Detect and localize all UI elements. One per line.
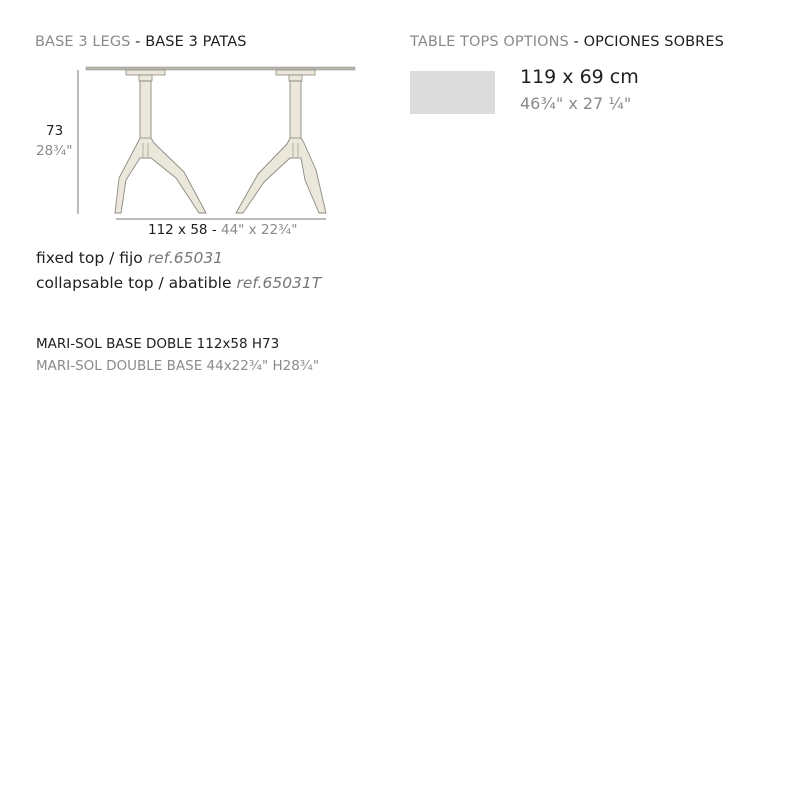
option-label: fixed top / fijo: [36, 249, 143, 267]
product-name-en: MARI-SOL DOUBLE BASE 44x22¾" H28¾": [36, 358, 320, 374]
tops-title-en: TABLE TOPS OPTIONS: [410, 34, 569, 50]
table-top-edge: [86, 67, 355, 70]
top-size-cm: 119 x 69 cm: [520, 66, 639, 88]
height-in-label: 28¾": [36, 143, 73, 159]
base-title-sep: -: [130, 34, 146, 50]
top-size-in: 46¾" x 27 ¼": [520, 94, 632, 113]
tops-section-title: [410, 34, 724, 50]
table-top-swatch: [410, 71, 495, 114]
product-name-es: MARI-SOL BASE DOBLE 112x58 H73: [36, 336, 280, 352]
tops-title-sep: -: [568, 34, 584, 50]
dimensions-in: 44" x 22¾": [221, 222, 298, 238]
height-cm-label: 73: [46, 123, 64, 139]
option-ref: ref.65031: [147, 249, 224, 267]
dimensions-sep: -: [207, 222, 221, 238]
base-right: [236, 70, 326, 213]
double-base-drawing: [0, 0, 400, 240]
dimensions-label: [148, 222, 297, 238]
option-fixed-top: [36, 249, 223, 267]
option-ref: ref.65031T: [236, 274, 322, 292]
dimensions-cm: 112 x 58: [148, 222, 208, 238]
base-title-es: BASE 3 PATAS: [145, 34, 247, 50]
base-left: [115, 70, 206, 213]
base-title-en: BASE 3 LEGS: [35, 34, 131, 50]
tops-title-es: OPCIONES SOBRES: [583, 34, 724, 50]
option-collapsable-top: [36, 274, 321, 292]
option-label: collapsable top / abatible: [36, 274, 232, 292]
